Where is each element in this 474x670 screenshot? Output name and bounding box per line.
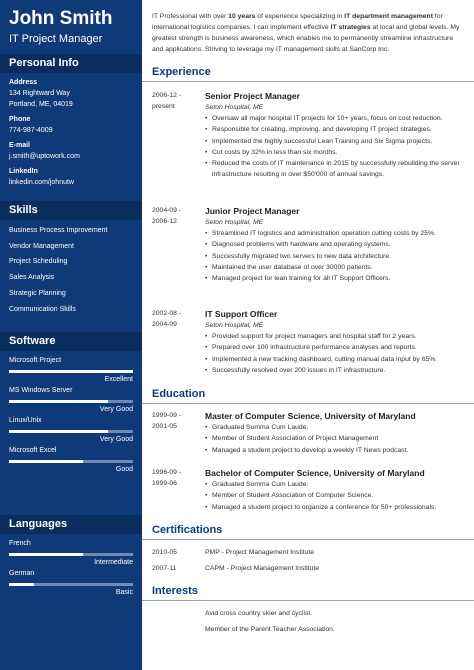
job-dates	[152, 90, 200, 112]
personal-info-heading: Personal Info	[0, 54, 142, 73]
software-item	[9, 386, 133, 415]
job-entry	[142, 308, 474, 388]
software-item	[9, 416, 133, 445]
bullet-item: • Implemented the highly successful Lean Training and Six Sigma projects.	[205, 136, 466, 147]
date-to: 2001-05	[152, 423, 177, 430]
job-bullets	[205, 113, 466, 181]
certification-name: CAPM - Project Management Institute	[205, 565, 320, 572]
job-title: IT Support Officer	[205, 309, 278, 319]
software-name: MS Windows Server	[9, 387, 73, 394]
main-content	[142, 0, 474, 670]
bullet-item: • Managed project for lean training for all IT Support Officers.	[205, 273, 466, 284]
skill-item: Strategic Planning	[9, 289, 66, 297]
proficiency-bar	[9, 460, 133, 463]
language-name: French	[9, 540, 31, 547]
candidate-title: IT Project Manager	[9, 33, 103, 45]
language-name: German	[9, 570, 35, 577]
skills-heading: Skills	[0, 201, 142, 220]
summary-paragraph	[142, 0, 474, 66]
certification-row	[142, 563, 474, 579]
education-details	[205, 410, 474, 456]
education-heading: Education	[142, 388, 474, 404]
certifications-list	[142, 547, 474, 585]
job-details	[205, 308, 474, 376]
proficiency-level: Basic	[115, 589, 133, 596]
date-from: 2002-08 -	[152, 310, 182, 317]
summary-highlight: 10 years	[228, 13, 256, 20]
bullet-item: • Reduced the costs of IT maintenance in 2015 by successfully rebuilding the server infrastructure resulting in over $50'000 of annual savings.	[205, 158, 466, 181]
education-dates	[152, 410, 200, 432]
software-name: Linux/Unix	[9, 417, 42, 424]
job-bullets	[205, 228, 466, 284]
bullet-item: • Graduated Summa Cum Laude.	[205, 479, 466, 490]
bullet-item: • Implemented a new tracking dashboard, cutting manual data input by 65%.	[205, 354, 466, 365]
experience-heading: Experience	[142, 66, 474, 82]
date-from: 2004-09 -	[152, 207, 182, 214]
summary-text: IT Professional with over	[152, 13, 229, 20]
languages-list	[0, 534, 142, 598]
proficiency-fill	[9, 430, 108, 433]
certification-year: 2010-05	[152, 549, 177, 556]
job-organization: Seton Hospital, ME	[205, 219, 264, 226]
software-item	[9, 446, 133, 475]
certifications-heading: Certifications	[142, 524, 474, 540]
bullet-item: • Provided support for project managers and hospital staff for 2 years.	[205, 331, 466, 342]
software-heading: Software	[0, 332, 142, 351]
certification-row	[142, 547, 474, 563]
certification-year: 2007-11	[152, 565, 177, 572]
linkedin-value[interactable]: linkedin.com/johnutw	[9, 179, 74, 186]
date-from: 2006-12 -	[152, 92, 182, 99]
languages-heading: Languages	[0, 515, 142, 534]
certification-name: PMP - Project Management Institute	[205, 549, 315, 556]
candidate-name: John Smith	[9, 8, 113, 29]
bullet-item: • Managed a student project to develop a weekly IT News podcast.	[205, 445, 466, 456]
date-to: present	[152, 103, 175, 110]
proficiency-fill	[9, 400, 108, 403]
interests-list	[142, 608, 474, 635]
skill-item: Project Scheduling	[9, 258, 68, 266]
summary-text: for international logistics companies. I can implement effective	[152, 13, 443, 31]
job-bullets	[205, 331, 466, 376]
bullet-item: • Successfully resolved over 200 issues in IT infrastructure.	[205, 365, 466, 376]
software-name: Microsoft Project	[9, 357, 62, 364]
phone-value: 774-987-4009	[9, 127, 53, 134]
date-from: 1996-09 -	[152, 469, 182, 476]
job-organization: Seton Hospital, ME	[205, 104, 264, 111]
proficiency-level: Intermediate	[94, 559, 133, 566]
email-label: E-mail	[9, 142, 31, 149]
software-item	[9, 356, 133, 385]
proficiency-bar	[9, 400, 133, 403]
proficiency-level: Excellent	[104, 376, 133, 383]
job-details	[205, 90, 474, 181]
proficiency-fill	[9, 583, 34, 586]
language-item	[9, 569, 133, 598]
proficiency-level: Very Good	[99, 436, 133, 443]
bullet-item: • Responsible for creating, improving, and developing IT project strategies.	[205, 124, 466, 135]
proficiency-bar	[9, 430, 133, 433]
education-details	[205, 467, 474, 513]
date-to: 1999-06	[152, 480, 177, 487]
skill-item: Vendor Management	[9, 242, 74, 250]
job-organization: Seton Hospital, ME	[205, 322, 264, 329]
interests-heading: Interests	[142, 585, 474, 601]
education-bullets	[205, 422, 466, 456]
skill-item: Sales Analysis	[9, 274, 55, 282]
phone-label: Phone	[9, 116, 31, 123]
education-entry	[142, 467, 474, 524]
job-dates	[152, 308, 200, 330]
linkedin-label: LinkedIn	[9, 168, 38, 175]
date-from: 1999-09 -	[152, 412, 182, 419]
education-bullets	[205, 479, 466, 513]
bullet-item: • Graduated Summa Cum Laude.	[205, 422, 466, 433]
email-value[interactable]: j.smith@uptowork.com	[9, 153, 80, 160]
bullet-item: • Member of Student Association of Project Management	[205, 433, 466, 444]
job-entry	[142, 205, 474, 308]
job-title: Senior Project Manager	[205, 91, 300, 101]
proficiency-bar	[9, 370, 133, 373]
summary-highlight: IT strategies	[330, 24, 371, 31]
bullet-item: • Managed a student project to organize a conference for 50+ professionals.	[205, 502, 466, 513]
degree-title: Master of Computer Science, University of Maryland	[205, 411, 416, 421]
summary-text: at local and global levels. My greatest strength is business awareness, which enables me to permanently streamline infrastructure and applications. Striving to leverage my IT management skills at SanCorp Inc.	[152, 24, 460, 53]
software-name: Microsoft Excel	[9, 447, 57, 454]
bullet-item: • Cut costs by 32% in less than six months.	[205, 147, 466, 158]
job-entry	[142, 90, 474, 205]
address-line-2: Portland, ME, 04019	[9, 101, 73, 108]
software-list	[0, 351, 142, 515]
bullet-item: • Oversaw all major hospital IT projects for 10+ years, focus on cost reduction.	[205, 113, 466, 124]
skill-item: Communication Skills	[9, 305, 76, 313]
interest-item: Avid cross country skier and cyclist.	[205, 610, 313, 617]
degree-title: Bachelor of Computer Science, University of Maryland	[205, 468, 425, 478]
address-label: Address	[9, 79, 38, 86]
skills-list	[0, 220, 142, 332]
proficiency-level: Very Good	[99, 406, 133, 413]
summary-highlight: IT department management	[344, 13, 433, 20]
job-title: Junior Project Manager	[205, 206, 300, 216]
proficiency-fill	[9, 460, 83, 463]
date-to: 2006-12	[152, 218, 177, 225]
summary-text: of experience specializing in	[255, 13, 345, 20]
skill-item: Business Process Improvement	[9, 227, 108, 234]
language-item	[9, 539, 133, 568]
job-dates	[152, 205, 200, 227]
interest-item: Member of the Parent Teacher Association.	[205, 626, 335, 633]
job-details	[205, 205, 474, 284]
education-entry	[142, 410, 474, 467]
address-line-1: 134 Rightward Way	[9, 90, 70, 97]
sidebar	[0, 0, 142, 670]
bullet-item: • Prepared over 100 infrastructure performance analyses and reports.	[205, 342, 466, 353]
bullet-item: • Diagnosed problems with hardware and operating systems.	[205, 239, 466, 250]
education-dates	[152, 467, 200, 489]
proficiency-bar	[9, 553, 133, 556]
date-to: 2004-09	[152, 321, 177, 328]
bullet-item: • Streamlined IT logistics and administration operation cutting costs by 25%.	[205, 228, 466, 239]
bullet-item: • Successfully migrated two servers to new data architecture.	[205, 251, 466, 262]
personal-info	[0, 73, 142, 201]
proficiency-level: Good	[115, 466, 133, 473]
proficiency-bar	[9, 583, 133, 586]
proficiency-fill	[9, 553, 83, 556]
bullet-item: • Member of Student Association of Computer Science.	[205, 490, 466, 501]
bullet-item: • Maintained the user database of over 30000 patients.	[205, 262, 466, 273]
proficiency-fill	[9, 370, 133, 373]
